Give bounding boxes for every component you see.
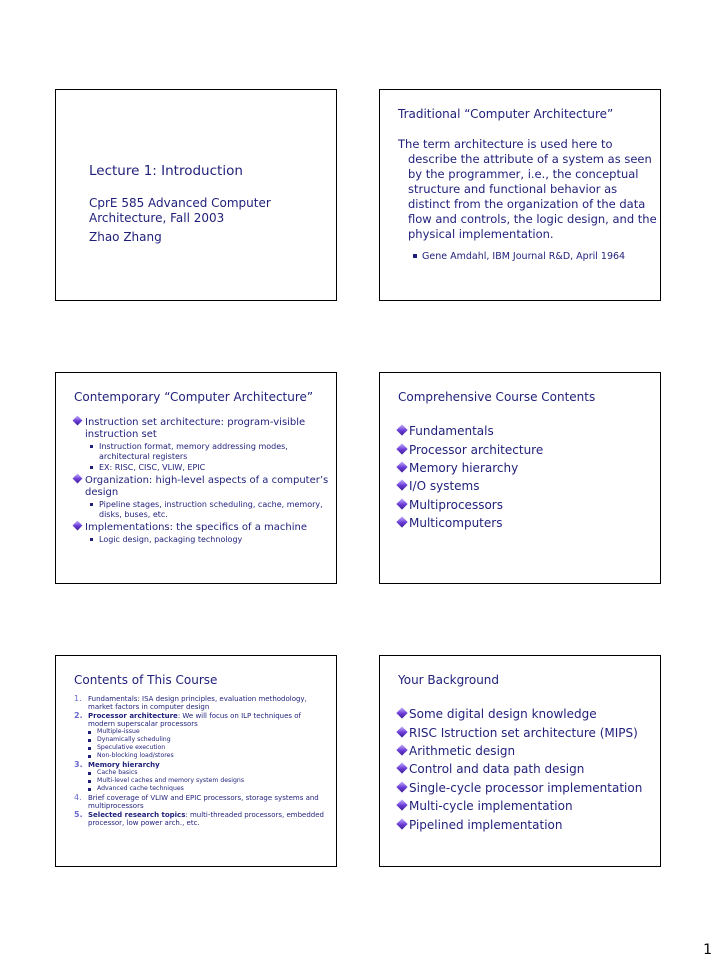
list-item-text: Memory hierarchy <box>409 460 519 475</box>
item-text <box>88 761 160 769</box>
slide-heading: Comprehensive Course Contents <box>398 390 596 404</box>
list-item-text: Processor architecture <box>409 442 544 457</box>
square-bullet-icon <box>88 747 91 750</box>
numbered-item <box>74 761 329 769</box>
sub-item-text: Pipeline stages, instruction scheduling, cache, memory, disks, buses, etc. <box>99 500 323 519</box>
item-number: 1. <box>74 694 82 703</box>
list-item-text: RISC Istruction set architecture (MIPS) <box>409 725 638 740</box>
sub-item-text: Multi-level caches and memory system designs <box>97 777 245 784</box>
sub-item <box>88 752 329 760</box>
list-item <box>398 514 543 532</box>
sub-item <box>88 769 329 777</box>
numbered-item <box>74 811 329 827</box>
sub-item-text: Advanced cache techniques <box>97 785 184 792</box>
sub-item <box>90 535 329 545</box>
diamond-bullet-icon <box>396 799 407 810</box>
square-bullet-icon <box>90 503 93 506</box>
sub-item <box>90 500 329 520</box>
list-item <box>398 815 642 833</box>
citation <box>413 251 625 262</box>
list-item-text: Multi-cycle implementation <box>409 799 573 814</box>
list-item <box>398 760 642 778</box>
list-item <box>398 797 642 815</box>
square-bullet-icon <box>88 739 91 742</box>
sub-item-text: EX: RISC, CISC, VLIW, EPIC <box>99 463 206 472</box>
diamond-bullet-icon <box>396 744 407 755</box>
sub-item <box>90 442 329 462</box>
diamond-bullet-icon <box>396 708 407 719</box>
diamond-bullet-icon <box>396 516 407 527</box>
list-item <box>398 496 543 514</box>
sub-item-text: Speculative execution <box>97 744 166 751</box>
list-item <box>74 417 329 441</box>
sub-item <box>88 728 329 736</box>
sub-item <box>88 785 329 793</box>
item-number: 2. <box>74 711 83 720</box>
list-item-text: Some digital design knowledge <box>409 707 597 722</box>
square-bullet-icon <box>88 788 91 791</box>
item-bold: Selected research topics <box>88 811 186 819</box>
item-bold: Processor architecture <box>88 712 178 720</box>
diamond-bullet-icon <box>396 498 407 509</box>
square-bullet-icon <box>88 731 91 734</box>
list-item-text: Instruction set architecture: program-visible instruction set <box>85 417 306 440</box>
square-bullet-icon <box>90 445 93 448</box>
list-item-text: Control and data path design <box>409 762 585 777</box>
bullet-list <box>398 422 543 532</box>
author: Zhao Zhang <box>89 230 162 244</box>
sub-item <box>88 736 329 744</box>
slide-heading: Your Background <box>398 673 500 687</box>
slide-heading: Contemporary “Computer Architecture” <box>74 390 314 404</box>
slide-course-contents <box>379 372 661 584</box>
sub-item-text: Multiple-issue <box>97 728 140 735</box>
course-line-1: CprE 585 Advanced Computer <box>89 196 271 210</box>
item-number: 4. <box>74 793 82 802</box>
sub-item-text: Instruction format, memory addressing modes, architectural registers <box>99 442 288 461</box>
sub-item <box>90 463 329 473</box>
list-item-text: Single-cycle processor implementation <box>409 780 643 795</box>
item-rest: Brief coverage of VLIW and EPIC processors, storage systems and multiprocessors <box>88 794 319 810</box>
list-item-text: Pipelined implementation <box>409 817 563 832</box>
page-number: 1 <box>703 942 712 958</box>
diamond-bullet-icon <box>396 425 407 436</box>
square-bullet-icon <box>413 254 417 258</box>
list-item <box>398 459 543 477</box>
list-item-text: Multiprocessors <box>409 497 503 512</box>
square-bullet-icon <box>88 755 91 758</box>
slide-contents-of-course <box>55 655 337 867</box>
citation-text: Gene Amdahl, IBM Journal R&D, April 1964 <box>422 251 626 262</box>
diamond-bullet-icon <box>396 781 407 792</box>
course-name <box>89 196 289 226</box>
list-item <box>398 742 642 760</box>
square-bullet-icon <box>90 466 93 469</box>
diamond-bullet-icon <box>396 763 407 774</box>
item-text <box>88 712 329 728</box>
list-item <box>398 779 642 797</box>
diamond-bullet-icon <box>396 726 407 737</box>
list-item <box>398 477 543 495</box>
bullet-list <box>398 705 642 834</box>
list-item-text: Fundamentals <box>409 424 494 439</box>
course-line-2: Architecture, Fall 2003 <box>89 211 225 225</box>
diamond-bullet-icon <box>396 443 407 454</box>
diamond-bullet-icon <box>396 461 407 472</box>
list-item-text: I/O systems <box>409 479 480 494</box>
item-text <box>88 811 329 827</box>
list-item <box>398 705 642 723</box>
sub-item-text: Logic design, packaging technology <box>99 535 243 544</box>
square-bullet-icon <box>90 538 93 541</box>
diamond-bullet-icon <box>396 818 407 829</box>
slide-heading: Traditional “Computer Architecture” <box>398 107 614 121</box>
square-bullet-icon <box>88 780 91 783</box>
numbered-item <box>74 712 329 728</box>
list-item <box>74 475 329 499</box>
list-item-text: Implementations: the specifics of a machine <box>85 522 308 533</box>
diamond-bullet-icon <box>73 521 83 531</box>
slide-contemporary-architecture <box>55 372 337 584</box>
list-item-text: Multicomputers <box>409 516 503 531</box>
item-rest: Fundamentals: ISA design principles, evaluation methodology, market factors in computer design <box>88 695 307 711</box>
slide-heading: Contents of This Course <box>74 673 218 687</box>
sub-item <box>88 777 329 785</box>
sub-item-text: Non-blocking load/stores <box>97 752 174 759</box>
item-rest: : We will focus on ILP techniques of modern superscalar processors <box>88 712 302 728</box>
slide-your-background <box>379 655 661 867</box>
item-rest: : multi-threaded processors, embedded processor, low power arch., etc. <box>88 811 324 827</box>
list-item <box>398 723 642 741</box>
item-text <box>88 695 329 711</box>
list-item <box>398 422 543 440</box>
definition-text: The term architecture is used here to describe the attribute of a system as seen by the programmer, i.e., the conceptual structure and functional behavior as distinct from the organization of the data flow and controls, the logic design, and the physical implementation. <box>398 137 657 241</box>
slide-traditional-architecture <box>379 89 661 301</box>
numbered-item <box>74 794 329 810</box>
list-item <box>398 440 543 458</box>
item-text <box>88 794 329 810</box>
lecture-title: Lecture 1: Introduction <box>89 163 243 179</box>
sub-item <box>88 744 329 752</box>
list-item <box>74 522 329 534</box>
item-number: 3. <box>74 760 83 769</box>
diamond-bullet-icon <box>73 416 83 426</box>
diamond-bullet-icon <box>396 480 407 491</box>
numbered-list <box>74 694 329 827</box>
list-item-text: Organization: high-level aspects of a computer’s design <box>85 475 329 498</box>
item-number: 5. <box>74 810 83 819</box>
item-bold: Memory hierarchy <box>88 761 160 769</box>
diamond-bullet-icon <box>73 474 83 484</box>
sub-item-text: Cache basics <box>97 769 138 776</box>
bullet-list <box>74 415 329 545</box>
list-item-text: Arithmetic design <box>409 743 516 758</box>
sub-item-text: Dynamically scheduling <box>97 736 171 743</box>
slide-title <box>55 89 337 301</box>
numbered-item <box>74 695 329 711</box>
square-bullet-icon <box>88 772 91 775</box>
